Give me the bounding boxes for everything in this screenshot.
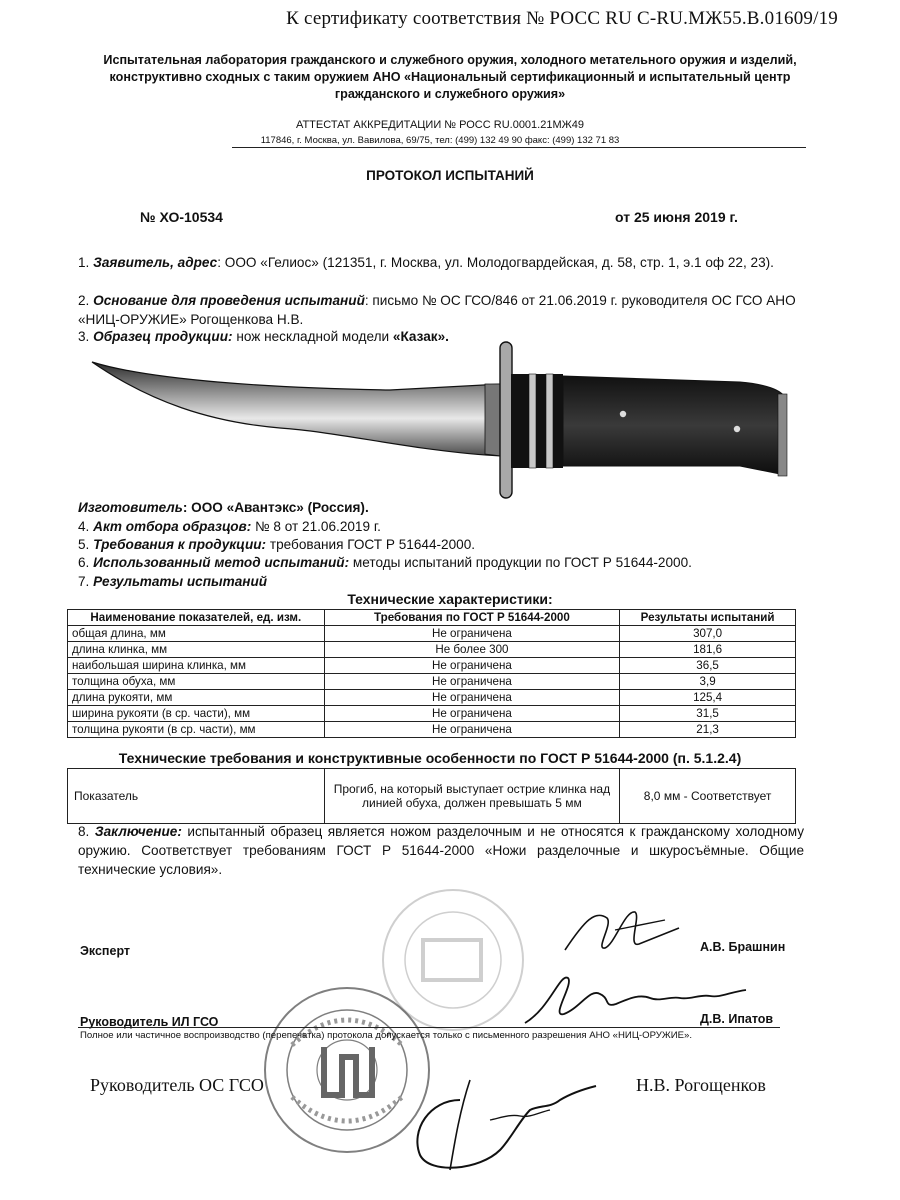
requirements-label: Требования к продукции: (93, 537, 267, 552)
table-cell: длина рукояти, мм (68, 690, 325, 706)
table-cell: общая длина, мм (68, 626, 325, 642)
requirements-value: требования ГОСТ Р 51644-2000. (266, 537, 476, 552)
results-label: Результаты испытаний (93, 574, 268, 589)
conclusion-label: Заключение: (94, 824, 182, 839)
protocol-date: от 25 июня 2019 г. (615, 209, 738, 225)
conclusion: 8. Заключение: испытанный образец является ножом разделочным и не относятся к гражданскому холодному оружию. Соответствует требованиям ГОСТ Р 51644-2000 «Ножи разделочные и шкуросъёмные. Общие технические условия». (78, 824, 804, 877)
accreditation-block (160, 118, 720, 148)
item-manufacturer (78, 498, 808, 517)
req-indicator: Показатель (68, 769, 325, 824)
table-cell: наибольшая ширина клинка, мм (68, 658, 325, 674)
act-value: № 8 от 21.06.2019 г. (251, 519, 381, 534)
table-row (68, 706, 796, 722)
signature (400, 1060, 600, 1180)
req-table-title: Технические требования и конструктивные особенности по ГОСТ Р 51644-2000 (п. 5.1.2.4) (118, 750, 742, 766)
applicant-value: : ООО «Гелиос» (121351, г. Москва, ул. Молодогвардейская, д. 58, стр. 1, э.1 оф 22, 23). (217, 255, 774, 270)
table-cell: 307,0 (620, 626, 796, 642)
table-row (68, 722, 796, 738)
spec-table-title: Технические характеристики: (347, 591, 553, 607)
table-cell: Не ограничена (324, 690, 620, 706)
item-sample: 3. Образец продукции: нож нескладной модели «Казак». (78, 329, 449, 344)
table-cell: Не ограничена (324, 674, 620, 690)
basis-label: Основание для проведения испытаний (93, 293, 365, 308)
table-row (68, 626, 796, 642)
table-cell: Не ограничена (324, 626, 620, 642)
req-result: 8,0 мм - Соответствует (620, 769, 796, 824)
basis-value: : письмо № ОС ГСО/846 от 21.06.2019 г. руководителя ОС ГСО АНО «НИЦ-ОРУЖИЕ» Рогощенкова Н.В. (78, 293, 796, 327)
table-row (68, 769, 796, 824)
table-header-row (68, 610, 796, 626)
table-cell: 21,3 (620, 722, 796, 738)
act-label: Акт отбора образцов: (93, 519, 252, 534)
sample-value: нож нескладной модели (232, 329, 393, 344)
item-requirements: 5. Требования к продукции: требования ГОСТ Р 51644-2000. (78, 537, 476, 552)
head-name: Д.В. Ипатов (700, 1012, 774, 1026)
certificate-reference: К сертификату соответствия № РОСС RU C-RU.МЖ55.В.01609/19 (286, 8, 838, 29)
accreditation-number: АТТЕСТАТ АККРЕДИТАЦИИ № РОСС RU.0001.21МЖ49 (295, 119, 585, 131)
table-cell: 31,5 (620, 706, 796, 722)
table-cell: 125,4 (620, 690, 796, 706)
protocol-number: № ХО-10534 (140, 209, 223, 225)
table-cell: толщина рукояти (в ср. части), мм (68, 722, 325, 738)
method-label: Использованный метод испытаний: (93, 555, 350, 570)
item-method: 6. Использованный метод испытаний: методы испытаний продукции по ГОСТ Р 51644-2000. (78, 555, 692, 570)
method-value: методы испытаний продукции по ГОСТ Р 51644-2000. (349, 555, 692, 570)
table-cell: толщина обуха, мм (68, 674, 325, 690)
item-act: 4. Акт отбора образцов: № 8 от 21.06.2019 г. (78, 519, 381, 534)
knife-image (90, 340, 800, 500)
table-cell: длина клинка, мм (68, 642, 325, 658)
reproduction-note: Полное или частичное воспроизводство (перепечатка) протокола допускается только с письменного разрешения АНО «НИЦ-ОРУЖИЕ». (80, 1030, 693, 1041)
header-divider (232, 147, 806, 148)
manufacturer-label: Изготовитель (78, 500, 183, 515)
expert-label: Эксперт (80, 944, 131, 958)
table-cell: Не ограничена (324, 722, 620, 738)
table-cell: Не ограничена (324, 706, 620, 722)
table-cell: Не более 300 (324, 642, 620, 658)
applicant-label: Заявитель, адрес (93, 255, 218, 270)
guard (500, 342, 512, 498)
os-head-label: Руководитель ОС ГСО (90, 1075, 264, 1095)
lab-address: 117846, г. Москва, ул. Вавилова, 69/75, тел: (499) 132 49 90 факс: (499) 132 71 83 (260, 135, 620, 146)
lab-name: Испытательная лаборатория гражданского и служебного оружия, холодного метательного оружия и изделий, конструктивно сходных с таким оружием АНО «Национальный сертификационный и испытательный центр гражданского и служебного оружия» (103, 53, 797, 101)
item-applicant: 1. Заявитель, адрес: ООО «Гелиос» (121351, г. Москва, ул. Молодогвардейская, д. 58, стр. 1, э.1 оф 22, 23). (78, 255, 774, 270)
signature-divider (78, 1027, 780, 1028)
stamp-seal (378, 888, 528, 988)
table-header: Наименование показателей, ед. изм. (68, 610, 325, 626)
table-cell: 3,9 (620, 674, 796, 690)
table-header: Требования по ГОСТ Р 51644-2000 (324, 610, 620, 626)
item-results: 7. Результаты испытаний (78, 574, 268, 589)
req-table (67, 768, 796, 824)
signature (555, 900, 685, 960)
blade (92, 362, 502, 456)
table-row (68, 658, 796, 674)
table-cell: 181,6 (620, 642, 796, 658)
table-cell: Не ограничена (324, 658, 620, 674)
sample-label: Образец продукции: (93, 329, 233, 344)
table-row (68, 642, 796, 658)
table-cell: 36,5 (620, 658, 796, 674)
table-header: Результаты испытаний (620, 610, 796, 626)
table-cell: ширина рукояти (в ср. части), мм (68, 706, 325, 722)
table-row (68, 674, 796, 690)
handle (563, 376, 785, 475)
manufacturer-value: : ООО «Авантэкс» (Россия). (182, 500, 369, 515)
req-requirement: Прогиб, на который выступает острие клинка над линией обуха, должен превышать 5 мм (324, 769, 620, 824)
conclusion-value: испытанный образец является ножом разделочным и не относятся к гражданскому холодному оружию. Соответствует требованиям ГОСТ Р 51644-2000 «Ножи разделочные и шкуросъёмные. Общие технические условия». (78, 824, 804, 877)
item-basis: 2. Основание для проведения испытаний: письмо № ОС ГСО/846 от 21.06.2019 г. руководителя ОС ГСО АНО «НИЦ-ОРУЖИЕ» Рогощенкова Н.В. (78, 293, 796, 327)
os-head-name: Н.В. Рогощенков (636, 1075, 766, 1095)
spec-table (67, 609, 796, 738)
expert-name: А.В. Брашнин (700, 940, 786, 954)
table-row (68, 690, 796, 706)
sample-model: «Казак». (392, 329, 449, 344)
head-label: Руководитель ИЛ ГСО (80, 1015, 219, 1029)
protocol-title: ПРОТОКОЛ ИСПЫТАНИЙ (366, 168, 534, 183)
